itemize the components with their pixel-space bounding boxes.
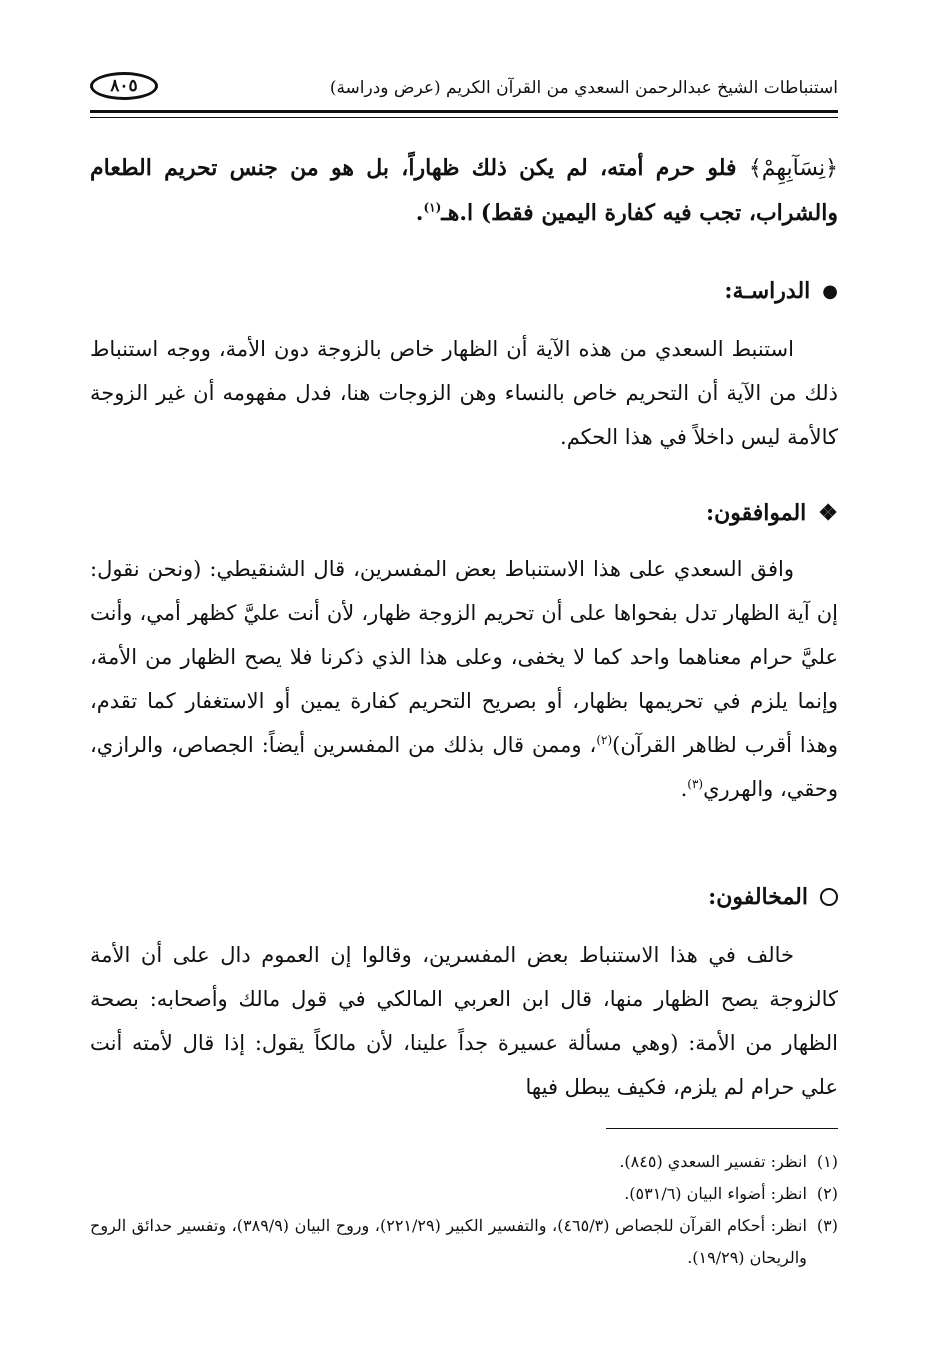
opposing-heading-text: المخالفون:: [708, 884, 808, 910]
footnote-number: (١): [816, 1152, 838, 1171]
footnotes: [90, 1146, 838, 1274]
study-heading: [724, 278, 838, 304]
filled-circle-bullet-icon: ●: [822, 280, 838, 302]
header-rule-thick: [90, 110, 838, 113]
footnote-ref-2: (٢): [596, 733, 613, 747]
study-paragraph: [90, 327, 838, 459]
agreeing-heading-text: الموافقون:: [705, 500, 807, 526]
quote-end: .: [415, 200, 424, 226]
agreeing-heading: [706, 500, 838, 526]
page-number-badge: ٨٠٥: [90, 72, 158, 100]
footnote-number: (٣): [816, 1216, 838, 1235]
footnote-separator: [606, 1128, 838, 1129]
agreeing-end: .: [680, 777, 688, 801]
footnote-ref-1: (١): [423, 200, 442, 215]
four-diamond-bullet-icon: ❖: [818, 500, 838, 526]
quote-continuation: [90, 146, 838, 236]
quote-text: فلو حرم أمته، لم يكن ذلك ظهاراً، بل هو من جنس تحريم الطعام والشراب، تجب فيه كفارة اليمين فقط) ا.هـ: [90, 155, 838, 226]
header-rule-thin: [90, 117, 838, 118]
agreeing-text-1: وافق السعدي على هذا الاستنباط بعض المفسرين، قال الشنقيطي: (ونحن نقول: إن آية الظهار تدل بفحواها على أن تحريم الزوجة ظهار، لأن أنت عليَّ كظهر أمي، وأنت عليَّ حرام معناهما واحد كما لا يخفى، وعلى هذا الذي ذكرنا فلا يصح الظهار من الأمة، وإنما يلزم في تحريمها بظهار، أو بصريح التحريم كفارة يمين أو الاستغفار كما تقدم، وهذا أقرب لظاهر القرآن): [90, 557, 838, 757]
agreeing-text-2: ، وممن قال بذلك من المفسرين أيضاً: الجصاص، والرازي، وحقي، والهرري: [90, 733, 838, 801]
opposing-text: خالف في هذا الاستنباط بعض المفسرين، وقالوا إن العموم دال على أن الأمة كالزوجة يصح الظهار منها، قال ابن العربي المالكي في قول مالك وأصحابه: بصحة الظهار من الأمة: (وهي مسألة عسيرة جداً علينا، لأن مالكاً يقول: إذا قال لأمته أنت علي حرام لم يلزم، فكيف يبطل فيها: [90, 943, 838, 1099]
opposing-paragraph: [90, 933, 838, 1109]
footnote-ref-3: (٣): [687, 777, 704, 791]
footnote-text: انظر: أحكام القرآن للجصاص (٤٦٥/٣)، والتفسير الكبير (٢٢١/٢٩)، وروح البيان (٣٨٩/٩)، وتفسير حدائق الروح والريحان (١٩/٢٩).: [90, 1216, 807, 1267]
footnote-text: انظر: تفسير السعدي (٨٤٥).: [619, 1152, 807, 1171]
footnote-number: (٢): [816, 1184, 838, 1203]
header-title: استنباطات الشيخ عبدالرحمن السعدي من القرآن الكريم (عرض ودراسة): [329, 78, 838, 98]
running-header: [90, 70, 838, 110]
quran-word: ﴿نِسَآبِهِمْ﴾: [748, 156, 838, 181]
study-heading-text: الدراسـة:: [724, 278, 811, 304]
agreeing-paragraph: [90, 547, 838, 811]
footnote-3: [90, 1210, 838, 1274]
study-text: استنبط السعدي من هذه الآية أن الظهار خاص بالزوجة دون الأمة، ووجه استنباط ذلك من الآية أن التحريم خاص بالنساء وهن الزوجات هنا، فدل مفهومه أن غير الزوجة كالأمة ليس داخلاً في هذا الحكم.: [90, 337, 838, 449]
agreeing-text: [90, 547, 838, 811]
footnote-1: [90, 1146, 838, 1178]
opposing-heading: [708, 884, 838, 910]
footnote-2: [90, 1178, 838, 1210]
hollow-circle-bullet-icon: [820, 888, 838, 906]
footnote-text: انظر: أضواء البيان (٥٣١/٦).: [624, 1184, 807, 1203]
